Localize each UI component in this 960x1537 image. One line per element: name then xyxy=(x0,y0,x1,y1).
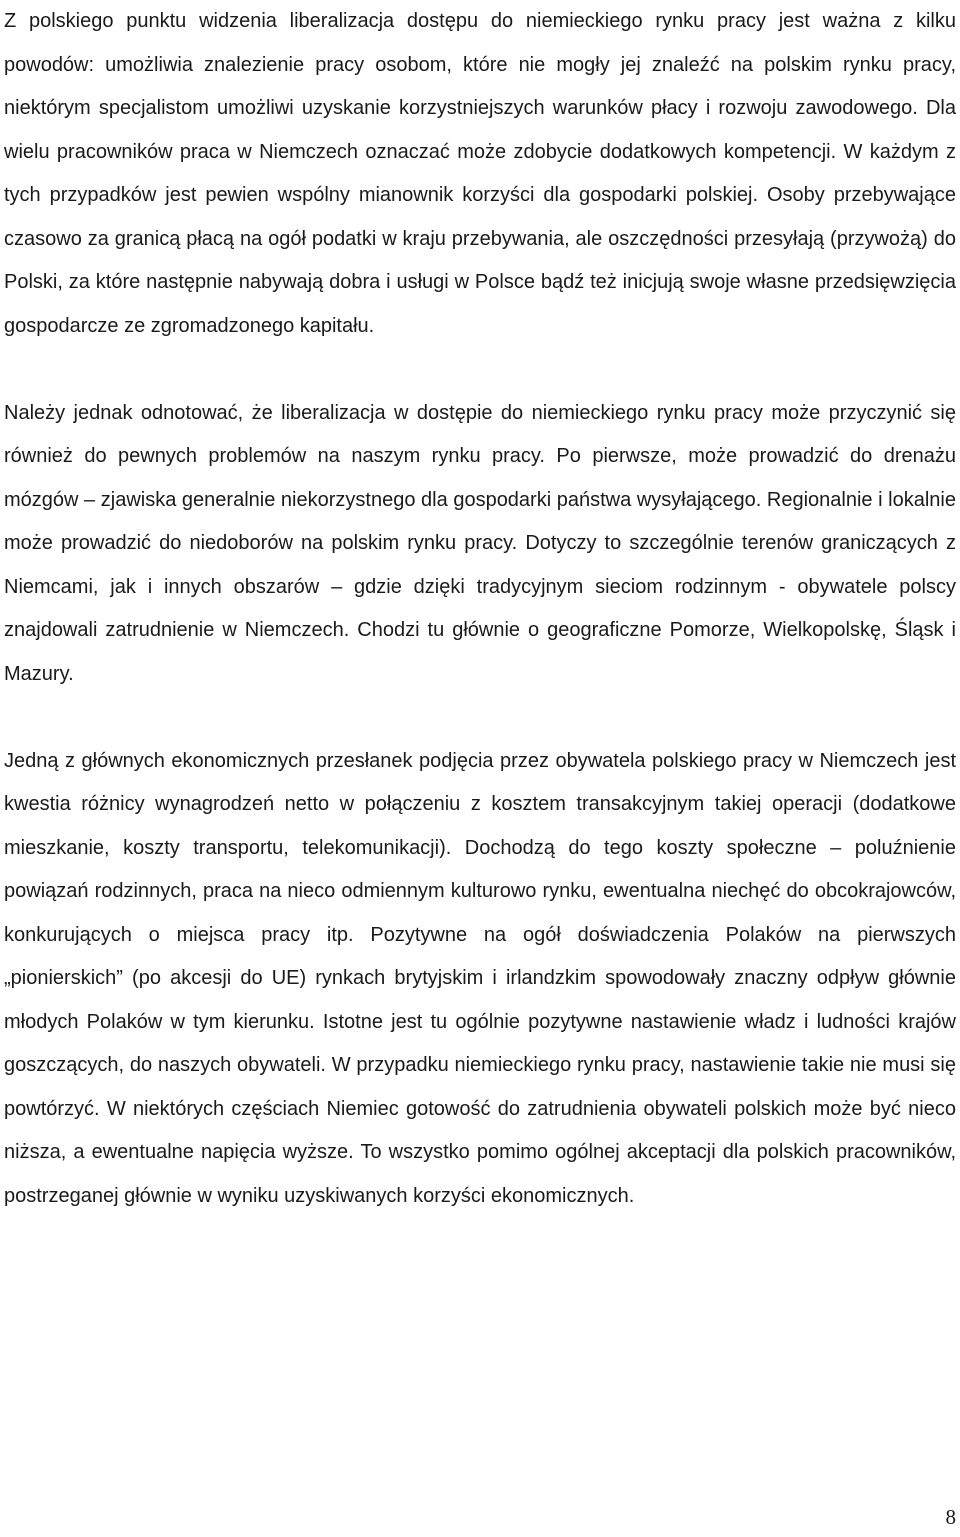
paragraph-1: Z polskiego punktu widzenia liberalizacja dostępu do niemieckiego rynku pracy jest ważna z kilku powodów: umożliwia znalezienie pracy osobom, które nie mogły jej znaleźć na polskim rynku pracy, niektórym specjalistom umożliwi uzyskanie korzystniejszych warunków płacy i rozwoju zawodowego. Dla wielu pracowników praca w Niemczech oznaczać może zdobycie dodatkowych kompetencji. W każdym z tych przypadków jest pewien wspólny mianownik korzyści dla gospodarki polskiej. Osoby przebywające czasowo za granicą płacą na ogół podatki w kraju przebywania, ale oszczędności przesyłają (przywożą) do Polski, za które następnie nabywają dobra i usługi w Polsce bądź też inicjują swoje własne przedsięwzięcia gospodarcze ze zgromadzonego kapitału. xyxy=(4,10,956,337)
paragraph-3: Jedną z głównych ekonomicznych przesłanek podjęcia przez obywatela polskiego pracy w Niemczech jest kwestia różnicy wynagrodzeń netto w połączeniu z kosztem transakcyjnym takiej operacji (dodatkowe mieszkanie, koszty transportu, telekomunikacji). Dochodzą do tego koszty społeczne – poluźnienie powiązań rodzinnych, praca na nieco odmiennym kulturowo rynku, ewentualna niechęć do obcokrajowców, konkurujących o miejsca pracy itp. Pozytywne na ogół doświadczenia Polaków na pierwszych „pionierskich” (po akcesji do UE) rynkach brytyjskim i irlandzkim spowodowały znaczny odpływ głównie młodych Polaków w tym kierunku. Istotne jest tu ogólnie pozytywne nastawienie władz i ludności krajów goszczących, do naszych obywateli. W przypadku niemieckiego rynku pracy, nastawienie takie nie musi się powtórzyć. W niektórych częściach Niemiec gotowość do zatrudnienia obywateli polskich może być nieco niższa, a ewentualne napięcia wyższe. To wszystko pomimo ogólnej akceptacji dla polskich pracowników, postrzeganej głównie w wyniku uzyskiwanych korzyści ekonomicznych. xyxy=(4,749,956,1207)
document-page xyxy=(4,0,956,1218)
paragraph-2: Należy jednak odnotować, że liberalizacja w dostępie do niemieckiego rynku pracy może przyczynić się również do pewnych problemów na naszym rynku pracy. Po pierwsze, może prowadzić do drenażu mózgów – zjawiska generalnie niekorzystnego dla gospodarki państwa wysyłającego. Regionalnie i lokalnie może prowadzić do niedoborów na polskim rynku pracy. Dotyczy to szczególnie terenów graniczących z Niemcami, jak i innych obszarów – gdzie dzięki tradycyjnym sieciom rodzinnym - obywatele polscy znajdowali zatrudnienie w Niemczech. Chodzi tu głównie o geograficzne Pomorze, Wielkopolskę, Śląsk i Mazury. xyxy=(4,401,956,685)
page-number: 8 xyxy=(945,1505,956,1529)
